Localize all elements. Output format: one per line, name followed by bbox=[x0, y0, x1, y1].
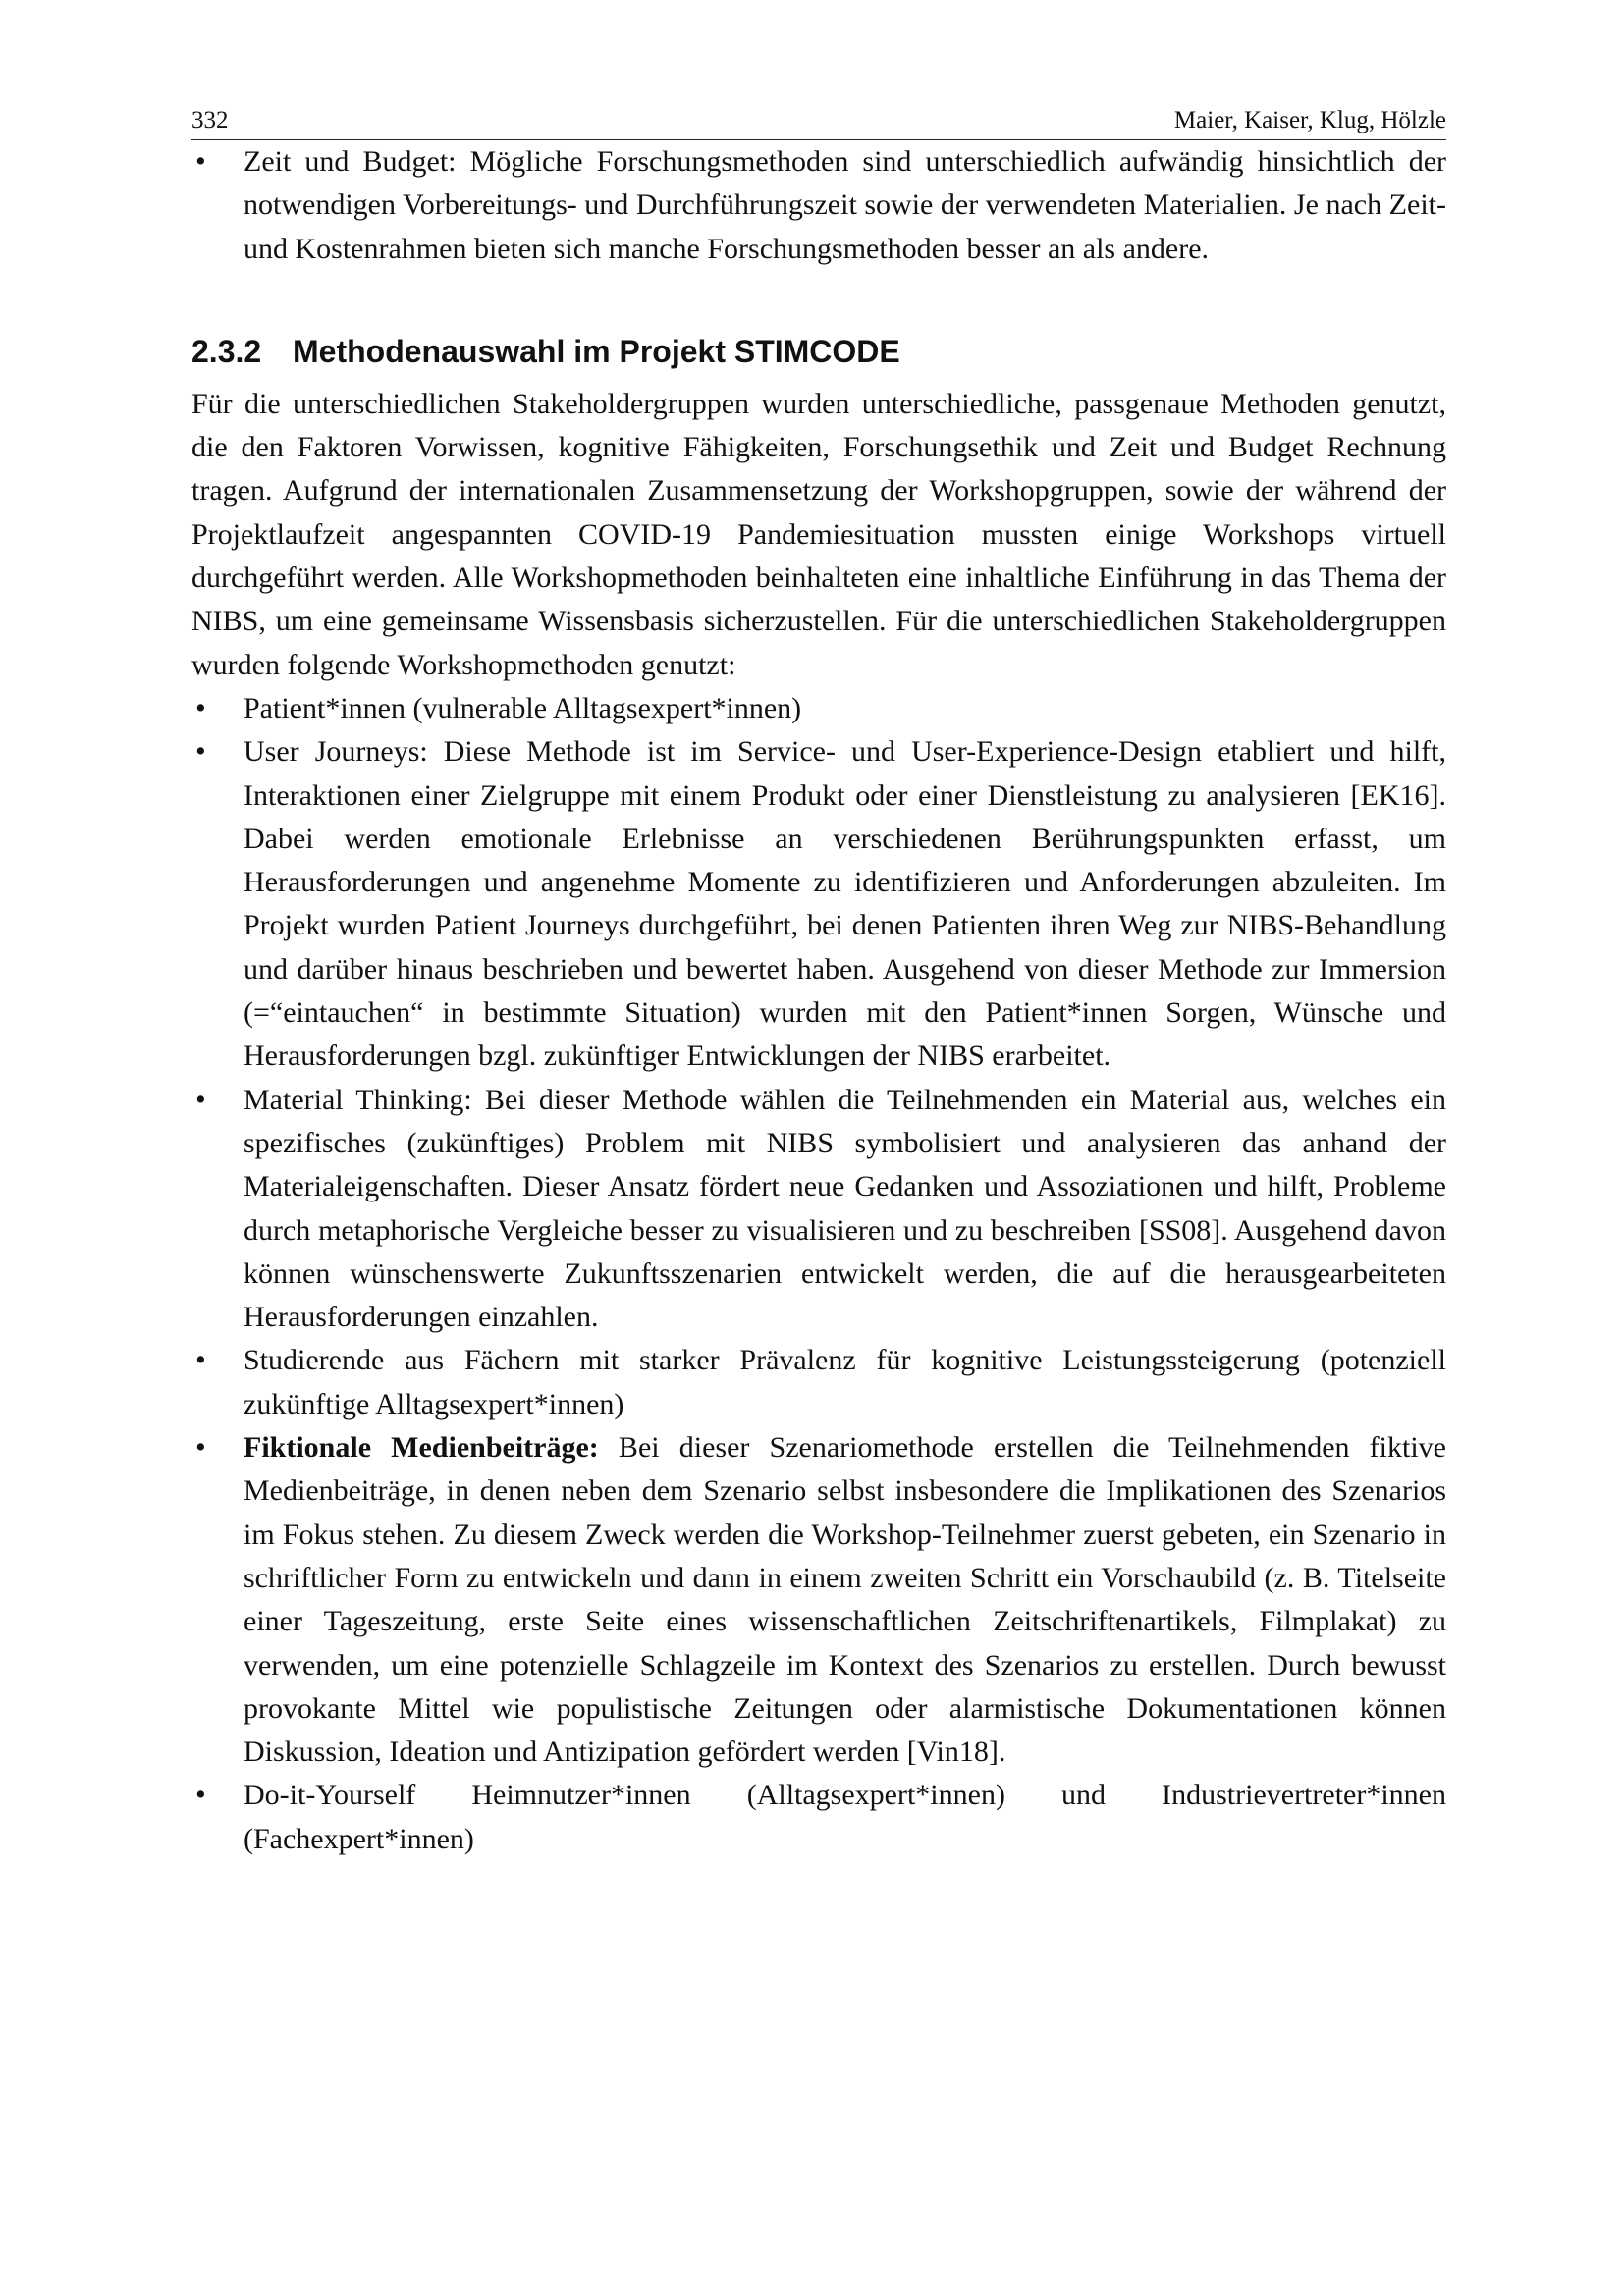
bullet-list-methods bbox=[191, 687, 1446, 1861]
running-authors: Maier, Kaiser, Klug, Hölzle bbox=[1173, 107, 1446, 133]
bullet-list-top bbox=[191, 140, 1446, 271]
running-header bbox=[191, 106, 1446, 140]
list-item-text: Material Thinking: Bei dieser Methode wählen die Teilnehmenden ein Material aus, welches ein spezifisches (zukünftiges) Problem mit NIBS symbolisiert und analysieren das anhand der Materialeigenschaften. Dieser Ansatz fördert neue Gedanken und Assoziationen und hilft, Probleme durch metaphorische Vergleiche besser zu visualisieren und zu beschreiben [SS08]. Ausgehend davon können wünschenswerte Zukunftsszenarien entwickelt werden, die auf die herausgearbeiteten Herausforderungen einzahlen. bbox=[244, 1083, 1446, 1334]
page-number: 332 bbox=[191, 107, 229, 133]
section-number: 2.3.2 bbox=[191, 333, 262, 369]
list-item-text: Patient*innen (vulnerable Alltagsexpert*innen) bbox=[244, 691, 802, 724]
list-item-text: User Journeys: Diese Methode ist im Service- und User-Experience-Design etabliert und hilft, Interaktionen einer Zielgruppe mit einem Produkt oder einer Dienstleistung zu analysieren [EK16]. Dabei werden emotionale Erlebnisse an verschiedenen Berührungspunkten erfasst, um Herausforderungen und angenehme Momente zu identifizieren und Anforderungen abzuleiten. Im Projekt wurden Patient Journeys durchgeführt, bei denen Patienten ihren Weg zur NIBS-Behandlung und darüber hinaus beschrieben und bewertet haben. Ausgehend von dieser Methode zur Immersion (=“eintauchen“ in bestimmte Situation) wurden mit den Patient*innen Sorgen, Wünsche und Herausforderungen bzgl. zukünftiger Entwicklungen der NIBS erarbeitet. bbox=[244, 735, 1446, 1073]
section-heading bbox=[191, 332, 1446, 371]
list-item bbox=[191, 730, 1446, 1078]
list-item bbox=[191, 140, 1446, 271]
list-item-text: Bei dieser Szenariomethode erstellen die Teilnehmenden fiktive Medienbeiträge, in denen neben dem Szenario selbst insbesondere die Implikationen des Szenarios im Fokus stehen. Zu diesem Zweck werden die Workshop-Teilnehmer zuerst gebeten, ein Szenario in schriftlicher Form zu entwickeln und dann in einem zweiten Schritt ein Vorschaubild (z. B. Titelseite einer Tageszeitung, erste Seite eines wissenschaftlichen Zeitschriftenartikels, Filmplakat) zu verwenden, um eine potenzielle Schlagzeile im Kontext des Szenarios zu erstellen. Durch bewusst provokante Mittel wie populistische Zeitungen oder alarmistische Dokumentationen können Diskussion, Ideation und Antizipation gefördert werden [Vin18]. bbox=[244, 1431, 1446, 1769]
list-item bbox=[191, 1339, 1446, 1426]
list-item bbox=[191, 1079, 1446, 1340]
list-item bbox=[191, 687, 1446, 730]
list-item-text: Do-it-Yourself Heimnutzer*innen (Alltagsexpert*innen) und Industrievertreter*innen (Fachexpert*innen) bbox=[244, 1779, 1446, 1855]
list-item bbox=[191, 1426, 1446, 1774]
list-item-text: Studierende aus Fächern mit starker Prävalenz für kognitive Leistungssteigerung (potenziell zukünftige Alltagsexpert*innen) bbox=[244, 1344, 1446, 1420]
section-paragraph: Für die unterschiedlichen Stakeholdergruppen wurden unterschiedliche, passgenaue Methoden genutzt, die den Faktoren Vorwissen, kognitive Fähigkeiten, Forschungsethik und Zeit und Budget Rechnung tragen. Aufgrund der internationalen Zusammensetzung der Workshopgruppen, sowie der während der Projektlaufzeit angespannten COVID-19 Pandemiesituation mussten einige Workshops virtuell durchgeführt werden. Alle Workshopmethoden beinhalteten eine inhaltliche Einführung in das Thema der NIBS, um eine gemeinsame Wissensbasis sicherzustellen. Für die unterschiedlichen Stakeholdergruppen wurden folgende Workshopmethoden genutzt: bbox=[191, 387, 1446, 681]
list-item-bold-lead: Fiktionale Medienbeiträge: bbox=[244, 1431, 599, 1465]
page bbox=[191, 106, 1446, 1861]
list-item-text: Zeit und Budget: Mögliche Forschungsmethoden sind unterschiedlich aufwändig hinsichtlich der notwendigen Vorbereitungs- und Durchführungszeit sowie der verwendeten Materialien. Je nach Zeit- und Kostenrahmen bieten sich manche Forschungsmethoden besser an als andere. bbox=[244, 145, 1446, 265]
list-item bbox=[191, 1774, 1446, 1861]
section-title: Methodenauswahl im Projekt STIMCODE bbox=[293, 333, 900, 369]
